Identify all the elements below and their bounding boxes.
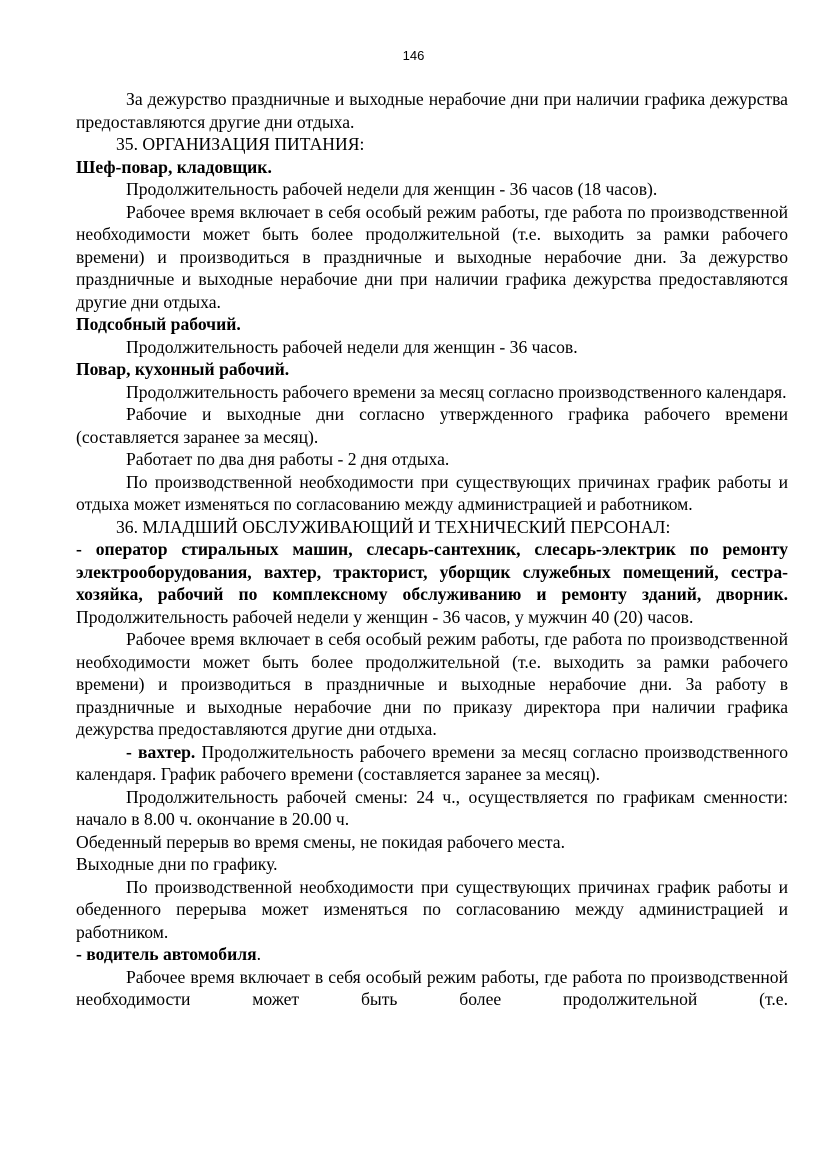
bold-lead: - водитель автомобиля [76,944,257,964]
paragraph: Рабочее время включает в себя особый режим работы, где работа по производственной необходимости может быть более продолжительной (т.е. выходить за рамки рабочего времени) и производиться в праздничные и выходные нерабочие дни. За работу в праздничные и выходные нерабочие дни по приказу директора при наличии графика дежурства предоставляются другие дни отдыха. [76,629,788,739]
section-heading: 36. МЛАДШИЙ ОБСЛУЖИВАЮЩИЙ И ТЕХНИЧЕСКИЙ ПЕРСОНАЛ: [116,516,671,537]
paragraph: Продолжительность рабочей недели для женщин - 36 часов (18 часов). [126,179,658,199]
paragraph: Рабочие и выходные дни согласно утвержденного графика рабочего времени (составляется заранее за месяц). [76,404,788,447]
paragraph-text: . [256,944,261,964]
paragraph [76,741,788,786]
paragraph: По производственной необходимости при существующих причинах график работы и отдыха может изменяться по согласованию между администрацией и работником. [76,471,788,514]
subheading: Повар, кухонный рабочий. [76,359,290,379]
section-heading: 35. ОРГАНИЗАЦИЯ ПИТАНИЯ: [116,134,365,154]
paragraph: Продолжительность рабочей смены: 24 ч., осуществляется по графикам сменности: начало в 8.00 ч. окончание в 20.00 ч. [76,786,788,829]
paragraph: Рабочее время включает в себя особый режим работы, где работа по производственной необходимости может быть более продолжительной (т.е. выходить за рамки рабочего времени) и производиться в праздничные и выходные нерабочие дни. За дежурство праздничные и выходные нерабочие дни при наличии графика дежурства предоставляются другие дни отдыха. [76,201,788,312]
paragraph: Выходные дни по графику. [76,854,278,874]
page-body [76,88,788,1011]
subheading: Шеф-повар, кладовщик. [76,156,272,177]
paragraph: Продолжительность рабочего времени за месяц согласно производственного календаря. [126,381,787,402]
subheading: Подсобный рабочий. [76,314,241,334]
bold-lead: - вахтер. [126,741,196,762]
paragraph: Продолжительность рабочей недели для женщин - 36 часов. [126,336,578,357]
paragraph-text: Продолжительность рабочей недели у женщин - 36 часов, у мужчин 40 (20) часов. [76,606,694,627]
paragraph: Рабочее время включает в себя особый режим работы, где работа по производственной необходимости может быть более продолжительной (т.е. [76,966,788,1009]
paragraph: Обеденный перерыв во время смены, не покидая рабочего места. [76,831,565,852]
paragraph: За дежурство праздничные и выходные нерабочие дни при наличии графика дежурства предоставляются другие дни отдыха. [76,89,788,132]
paragraph: Работает по два дня работы - 2 дня отдыха. [126,449,450,469]
page-number: 146 [402,48,425,63]
paragraph: По производственной необходимости при существующих причинах график работы и обеденного перерыва может изменяться по согласованию между администрацией и работником. [76,876,788,942]
bold-lead: - оператор стиральных машин, слесарь-сантехник, слесарь-электрик по ремонту электрооборудования, вахтер, тракторист, уборщик служебных помещений, сестра-хозяйка, рабочий по комплексному обслуживанию и ремонту зданий, дворник. [76,539,788,604]
paragraph [76,943,788,966]
paragraph [76,538,788,628]
paragraph-text: Продолжительность рабочего времени за месяц согласно производственного календаря. График рабочего времени (составляется заранее за месяц). [76,741,788,784]
